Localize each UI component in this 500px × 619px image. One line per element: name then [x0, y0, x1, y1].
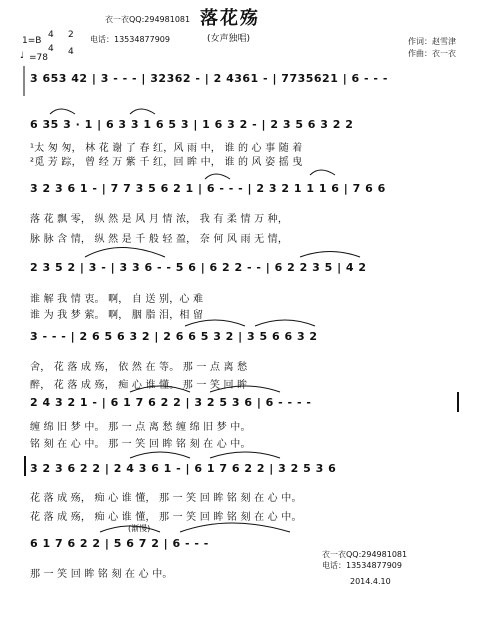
system-7-notes: 3 2 3 6 2 2 | 2 4 3 6 1 - | 6 1 7 6 2 2 | 3 2 5 3 6 — [30, 462, 337, 475]
phone-top: 电话：13534877909 — [90, 35, 170, 44]
system-8-notes: 6 1 7 6 2 2 | 5 6 7 2 | 6 - - - — [30, 537, 209, 550]
tempo-note-icon: ♩ — [20, 51, 25, 61]
system-5-lyric-1: 舍， 花 落 成 殇， 依 然 在 等。 那 一 点 离 愁 — [30, 362, 248, 373]
system-7-lyric-1: 花 落 成 殇， 痴 心 谁 懂， 那 一 笑 回 眸 铭 刻 在 心 中。 — [30, 493, 302, 504]
system-3-lyric-2: 脉 脉 含 情， 纵 然 是 千 般 轻 盈， 奈 何 风 雨 无 情， — [30, 234, 289, 245]
system-3-notes: 3 2 3 6 1 - | 7 7 3 5 6 2 1 | 6 - - - | 2 3 2 1 1 1 6 | 7 6 6 — [30, 182, 386, 195]
time-sig-1-top: 4 — [48, 30, 54, 40]
composer: 作曲：衣一衣 — [408, 49, 456, 58]
song-title: 落花殇 — [200, 8, 260, 29]
system-6-lyric-2: 铭 刻 在 心 中。 那 一 笑 回 眸 铭 刻 在 心 中。 — [30, 439, 251, 450]
system-4-lyric-2: 谁 为 我 梦 萦。 啊， 胭 脂 泪，相 留 — [30, 310, 204, 321]
system-2-notes: 6 35 3 · 1 | 6 3 3 1 6 5 3 | 1 6 3 2 - | 2 3 5 6 3 2 2 — [30, 118, 354, 131]
system-3-lyric-1: 落 花 飘 零， 纵 然 是 风 月 情 浓， 我 有 柔 情 万 种， — [30, 214, 289, 225]
system-5-notes: 3 - - - | 2 6 5 6 3 2 | 2 6 6 5 3 2 | 3 5 6 6 3 2 — [30, 330, 318, 343]
system-8-annotation: (渐慢) — [128, 524, 151, 533]
system-4-lyric-1: 谁 解 我 情 衷。 啊， 自 送 别，心 难 — [30, 294, 204, 305]
system-6-lyric-1: 缠 绵 旧 梦 中。 那 一 点 离 愁 缠 绵 旧 梦 中。 — [30, 422, 251, 433]
system-1-notes: 3 653 42 | 3 - - - | 32362 - | 2 4361 - | 7735621 | 6 - - - — [30, 72, 388, 85]
time-sig-2-top: 2 — [68, 30, 74, 40]
footer-date: 2014.4.10 — [350, 577, 391, 586]
system-8-lyric-1: 那 一 笑 回 眸 铭 刻 在 心 中。 — [30, 569, 173, 580]
system-5-lyric-2: 醉， 花 落 成 殇， 痴 心 谁 懂。 那 一 笑 回 眸 — [30, 380, 248, 391]
qq-top: 衣一衣QQ:294981081 — [105, 15, 191, 24]
system-4-notes: 2 3 5 2 | 3 - | 3 3 6 - - 5 6 | 6 2 2 - - | 6 2 2 3 5 | 4 2 — [30, 261, 367, 274]
system-6-notes: 2 4 3 2 1 - | 6 1 7 6 2 2 | 3 2 5 3 6 | 6 - - - - — [30, 396, 312, 409]
system-2-lyric-1: ¹太 匆 匆， 林 花 谢 了 春 红，风 雨 中， 谁 的 心 事 随 着 — [30, 143, 303, 154]
time-sig-2-bottom: 4 — [68, 47, 74, 57]
lyricist: 作词：赵雪津 — [408, 37, 456, 46]
time-sig-1-bottom: 4 — [48, 44, 54, 54]
footer-qq: 衣一衣QQ:294981081 — [322, 550, 408, 559]
footer-phone: 电话：13534877909 — [322, 561, 402, 570]
system-7-lyric-2: 花 落 成 殇， 痴 心 谁 懂， 那 一 笑 回 眸 铭 刻 在 心 中。 — [30, 512, 302, 523]
key-signature: 1=B — [22, 36, 42, 46]
song-subtitle: (女声独唱) — [207, 34, 251, 44]
tempo: =78 — [29, 53, 48, 63]
system-2-lyric-2: ²觅 芳 踪， 曾 经 万 紫 千 红，回 眸 中， 谁 的 风 姿 摇 曳 — [30, 157, 303, 168]
